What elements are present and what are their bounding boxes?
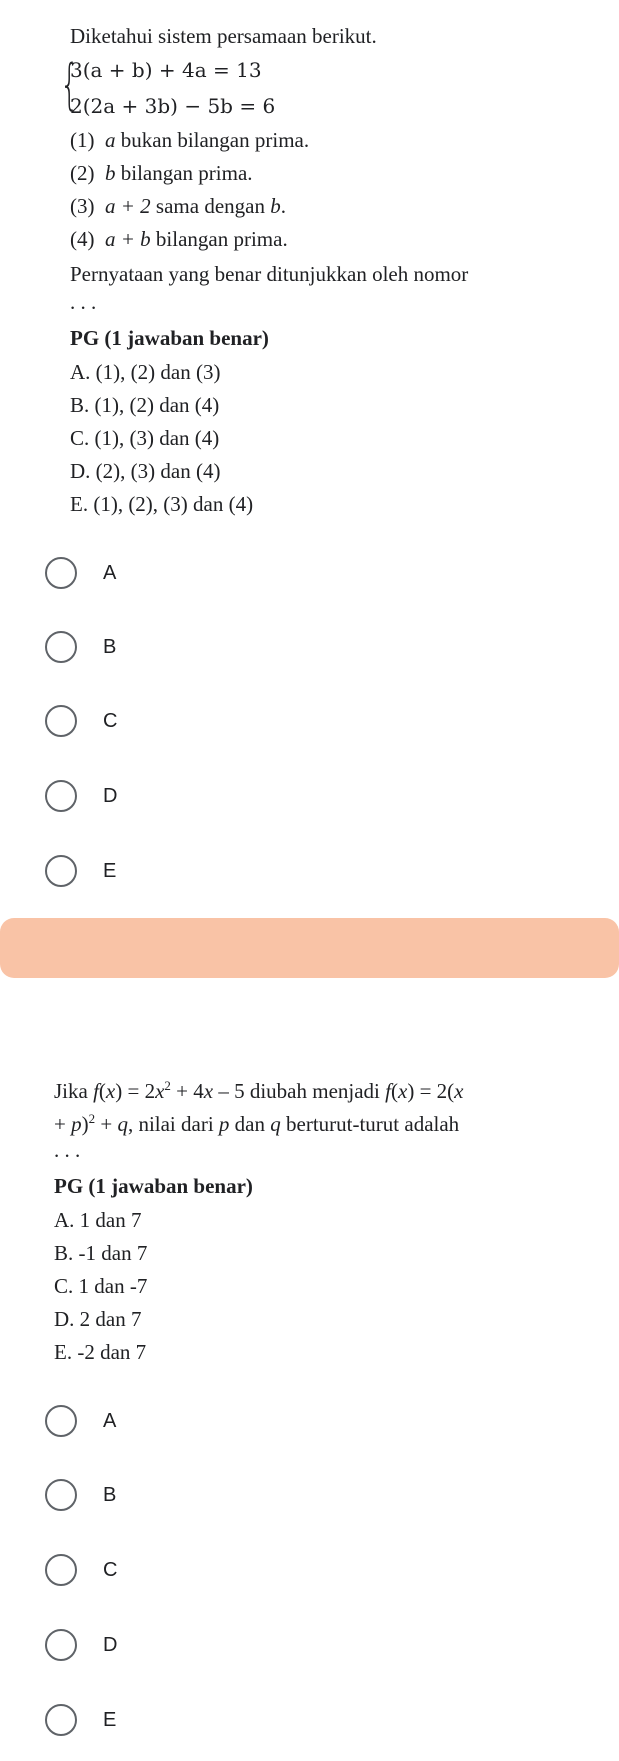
statement-4: (4) a + b bilangan prima.: [70, 227, 288, 251]
option-label: D: [103, 784, 118, 807]
radio-button[interactable]: [45, 1629, 77, 1661]
option-label: A: [103, 1409, 117, 1432]
option-label: C: [103, 709, 118, 732]
option-label: C: [103, 1558, 118, 1581]
q1-option-b[interactable]: [45, 627, 116, 667]
option-label: B: [103, 1483, 117, 1506]
statement-1: (1) a bukan bilangan prima.: [70, 128, 310, 152]
q2-ellipsis: . . .: [54, 1138, 81, 1162]
q1-type-label: PG (1 jawaban benar): [70, 326, 269, 350]
q1-ellipsis: . . .: [70, 290, 97, 314]
radio-button[interactable]: [45, 631, 77, 663]
system-brace: {: [60, 53, 79, 116]
q2-option-b[interactable]: [45, 1475, 116, 1515]
statement-3: (3) a + 2 sama dengan b.: [70, 194, 286, 218]
q1-option-e[interactable]: [45, 851, 116, 891]
radio-button[interactable]: [45, 705, 77, 737]
radio-button[interactable]: [45, 855, 77, 887]
q1-intro: Diketahui sistem persamaan berikut.: [70, 24, 377, 48]
q1-choice-e: E. (1), (2), (3) dan (4): [70, 492, 254, 516]
radio-button[interactable]: [45, 780, 77, 812]
radio-button[interactable]: [45, 1479, 77, 1511]
q2-option-d[interactable]: [45, 1625, 117, 1665]
q2-question-line-2: + p)$^2$ + q, nilai dari p dan q berturut-turut adalah: [54, 1111, 460, 1136]
q1-choice-b: B. (1), (2) dan (4): [70, 393, 220, 417]
q2-option-c[interactable]: [45, 1550, 117, 1590]
q2-choice-b: B. -1 dan 7: [54, 1241, 148, 1265]
equation-1: 3(a + b) + 4a = 13: [70, 58, 262, 82]
q2-choice-e: E. -2 dan 7: [54, 1340, 147, 1364]
option-label: E: [103, 859, 117, 882]
question-card-2: [0, 978, 619, 1761]
q1-option-d[interactable]: [45, 776, 117, 816]
q1-option-a[interactable]: [45, 553, 116, 593]
radio-button[interactable]: [45, 557, 77, 589]
q1-option-c[interactable]: [45, 701, 117, 741]
q2-option-e[interactable]: [45, 1700, 116, 1740]
q1-choice-a: A. (1), (2) dan (3): [70, 360, 221, 384]
option-label: B: [103, 635, 117, 658]
q1-question: Pernyataan yang benar ditunjukkan oleh nomor: [70, 262, 469, 286]
radio-button[interactable]: [45, 1704, 77, 1736]
q2-option-a[interactable]: [45, 1401, 116, 1441]
section-divider: [0, 918, 619, 978]
q2-question-line-1: Jika $f(x) = 2x^2 + 4x - 5$ diubah menjadi f(x) = 2(x: [54, 1078, 464, 1103]
radio-button[interactable]: [45, 1554, 77, 1586]
q2-choice-a: A. 1 dan 7: [54, 1208, 142, 1232]
q2-choice-d: D. 2 dan 7: [54, 1307, 142, 1331]
q2-choice-c: C. 1 dan -7: [54, 1274, 148, 1298]
option-label: A: [103, 561, 117, 584]
option-label: D: [103, 1633, 118, 1656]
q1-choice-c: C. (1), (3) dan (4): [70, 426, 220, 450]
statement-2: (2) b bilangan prima.: [70, 161, 253, 185]
q1-choice-d: D. (2), (3) dan (4): [70, 459, 221, 483]
equation-2: 2(2a + 3b) − 5b = 6: [70, 94, 276, 118]
option-label: E: [103, 1708, 117, 1731]
q2-type-label: PG (1 jawaban benar): [54, 1174, 253, 1198]
radio-button[interactable]: [45, 1405, 77, 1437]
